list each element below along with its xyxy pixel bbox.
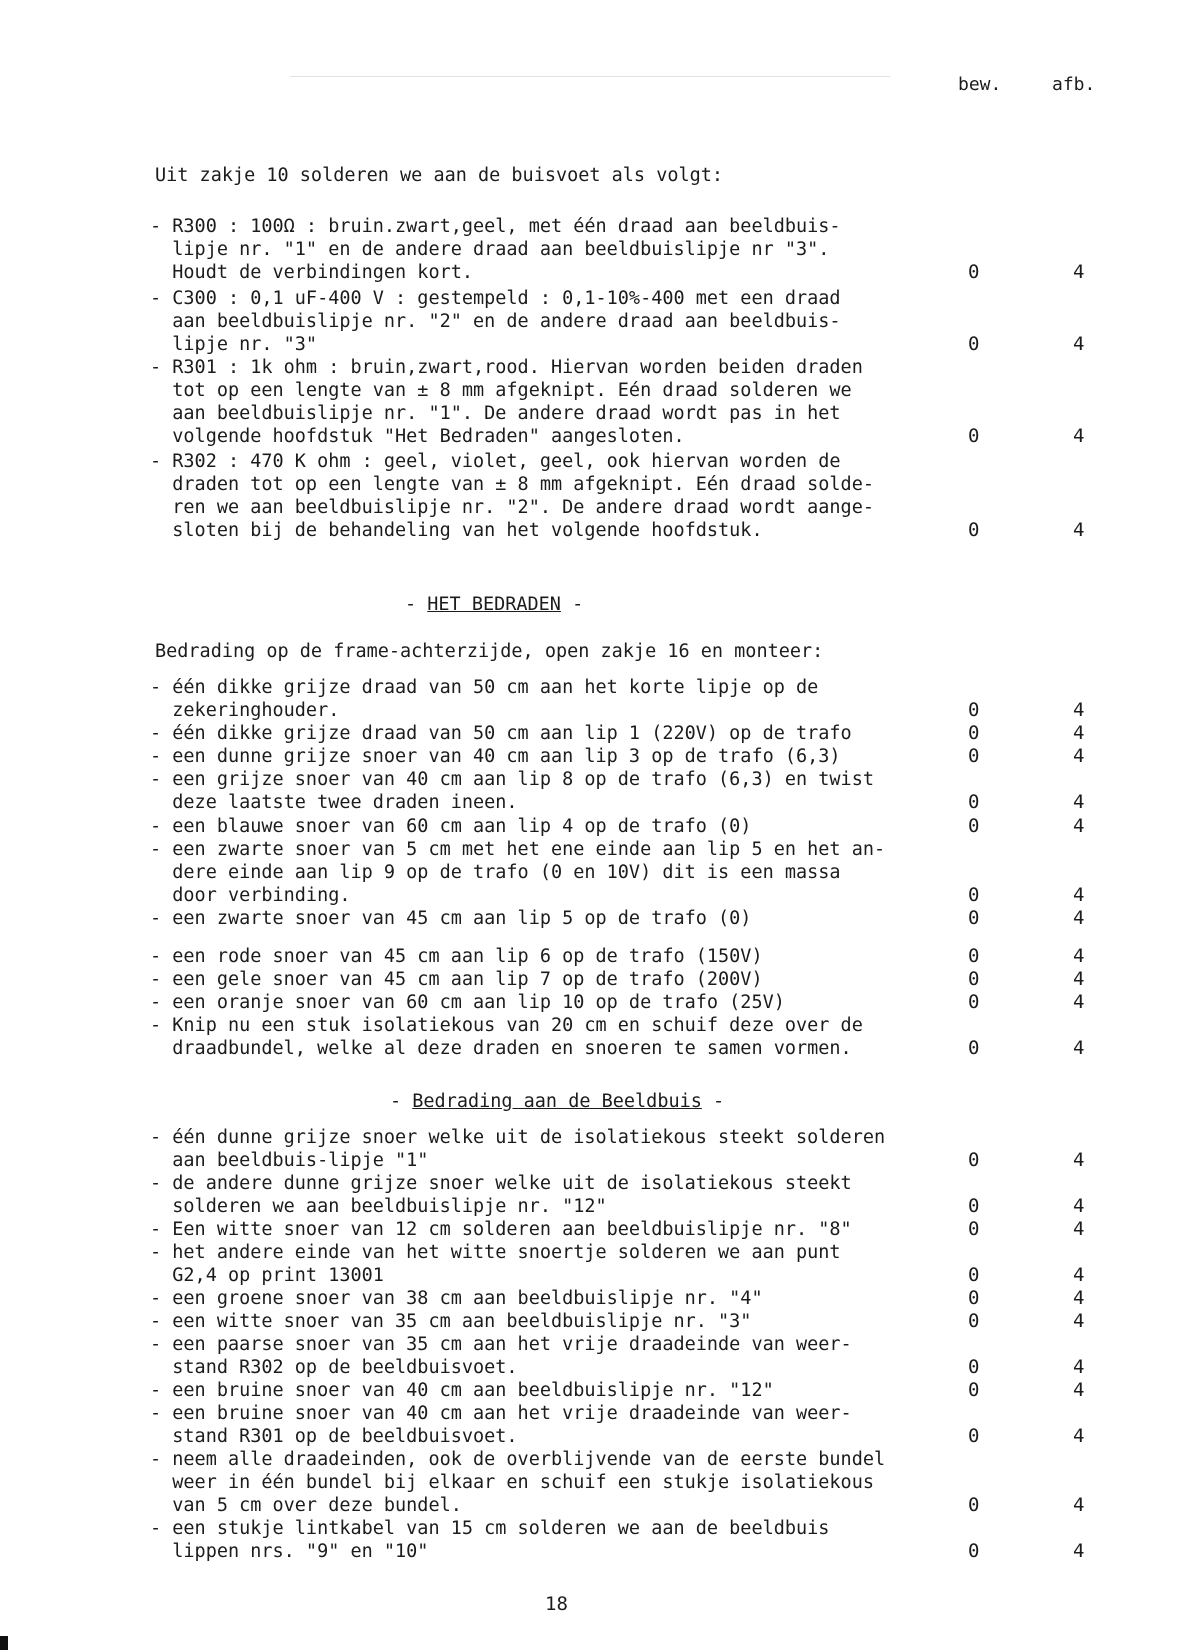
item-text-line: solderen we aan beeldbuislipje nr. "12" (150, 1196, 607, 1217)
bew-value: 0 (968, 1037, 980, 1059)
item-text-line: - neem alle draadeinden, ook de overblijvende van de eerste bundel (150, 1449, 886, 1470)
item-text-line: - één dunne grijze snoer welke uit de isolatiekous steekt solderen (150, 1127, 886, 1148)
bew-value: 0 (968, 1379, 980, 1401)
item-text-line: - een zwarte snoer van 5 cm met het ene einde aan lip 5 en het an- (150, 839, 886, 860)
item-text-line: - een bruine snoer van 40 cm aan beeldbuislipje nr. "12" (150, 1380, 774, 1401)
afb-value: 4 (1073, 722, 1085, 744)
afb-value: 4 (1073, 1379, 1085, 1401)
bew-value: 0 (968, 333, 980, 355)
section2-intro: Bedrading op de frame-achterzijde, open zakje 16 en monteer: (155, 641, 824, 662)
bew-value: 0 (968, 884, 980, 906)
item-text-line: - een blauwe snoer van 60 cm aan lip 4 op de trafo (0) (150, 816, 752, 837)
item-text-line: - een oranje snoer van 60 cm aan lip 10 op de trafo (25V) (150, 992, 785, 1013)
bew-value: 0 (968, 1195, 980, 1217)
afb-value: 4 (1073, 333, 1085, 355)
afb-value: 4 (1073, 815, 1085, 837)
item-text-line: - Een witte snoer van 12 cm solderen aan beeldbuislipje nr. "8" (150, 1219, 852, 1240)
item-text-line: - een paarse snoer van 35 cm aan het vrije draadeinde van weer- (150, 1334, 852, 1355)
item-text-line: - een grijze snoer van 40 cm aan lip 8 op de trafo (6,3) en twist (150, 769, 874, 790)
item-text-line: lippen nrs. "9" en "10" (150, 1541, 429, 1562)
bew-value: 0 (968, 1264, 980, 1286)
item-text-line: - een stukje lintkabel van 15 cm solderen we aan de beeldbuis (150, 1518, 830, 1539)
bew-value: 0 (968, 261, 980, 283)
item-text-line: van 5 cm over deze bundel. (150, 1495, 462, 1516)
bew-value: 0 (968, 699, 980, 721)
afb-value: 4 (1073, 1540, 1085, 1562)
item-text-line: tot op een lengte van ± 8 mm afgeknipt. Eén draad solderen we (150, 380, 852, 401)
item-text-line: volgende hoofdstuk "Het Bedraden" aangesloten. (150, 426, 685, 447)
bew-value: 0 (968, 991, 980, 1013)
item-text-line: - een bruine snoer van 40 cm aan het vrije draadeinde van weer- (150, 1403, 852, 1424)
heading-title: HET BEDRADEN (427, 594, 561, 615)
item-text-line: - een rode snoer van 45 cm aan lip 6 op de trafo (150V) (150, 946, 763, 967)
item-text-line: - R302 : 470 K ohm : geel, violet, geel, ook hiervan worden de (150, 451, 841, 472)
item-text-line: - een dunne grijze snoer van 40 cm aan lip 3 op de trafo (6,3) (150, 746, 841, 767)
item-text-line: sloten bij de behandeling van het volgende hoofdstuk. (150, 520, 763, 541)
bew-value: 0 (968, 722, 980, 744)
item-text-line: - één dikke grijze draad van 50 cm aan het korte lipje op de (150, 677, 819, 698)
item-text-line: draadbundel, welke al deze draden en snoeren te samen vormen. (150, 1038, 852, 1059)
item-text-line: - Knip nu een stuk isolatiekous van 20 cm en schuif deze over de (150, 1015, 863, 1036)
item-text-line: - de andere dunne grijze snoer welke uit de isolatiekous steekt (150, 1173, 852, 1194)
item-text-line: - een zwarte snoer van 45 cm aan lip 5 op de trafo (0) (150, 908, 752, 929)
afb-value: 4 (1073, 1310, 1085, 1332)
item-text-line: aan beeldbuislipje nr. "2" en de andere draad aan beeldbuis- (150, 311, 841, 332)
heading-prefix: - (405, 594, 428, 615)
afb-value: 4 (1073, 991, 1085, 1013)
afb-value: 4 (1073, 1195, 1085, 1217)
item-text-line: - een groene snoer van 38 cm aan beeldbuislipje nr. "4" (150, 1288, 763, 1309)
bew-value: 0 (968, 1310, 980, 1332)
bew-value: 0 (968, 1218, 980, 1240)
bew-value: 0 (968, 1149, 980, 1171)
bew-value: 0 (968, 745, 980, 767)
afb-value: 4 (1073, 1287, 1085, 1309)
bew-value: 0 (968, 791, 980, 813)
item-text-line: draden tot op een lengte van ± 8 mm afgeknipt. Eén draad solde- (150, 474, 874, 495)
afb-value: 4 (1073, 425, 1085, 447)
scan-edge-mark (0, 1636, 8, 1650)
afb-value: 4 (1073, 1149, 1085, 1171)
heading-prefix: - (390, 1091, 413, 1112)
afb-value: 4 (1073, 968, 1085, 990)
afb-value: 4 (1073, 945, 1085, 967)
heading-bedrading-beeldbuis (390, 1090, 724, 1113)
heading-het-bedraden (405, 593, 583, 616)
column-header-afb: afb. (1052, 74, 1096, 95)
bew-value: 0 (968, 1540, 980, 1562)
bew-value: 0 (968, 815, 980, 837)
header-rule (290, 76, 890, 77)
item-text-line: - R301 : 1k ohm : bruin,zwart,rood. Hiervan worden beiden draden (150, 357, 863, 378)
afb-value: 4 (1073, 907, 1085, 929)
afb-value: 4 (1073, 1425, 1085, 1447)
item-text-line: aan beeldbuis-lipje "1" (150, 1150, 429, 1171)
page-number: 18 (545, 1593, 568, 1615)
afb-value: 4 (1073, 791, 1085, 813)
afb-value: 4 (1073, 884, 1085, 906)
afb-value: 4 (1073, 1494, 1085, 1516)
heading-suffix: - (701, 1091, 725, 1112)
item-text-line: ren we aan beeldbuislipje nr. "2". De andere draad wordt aange- (150, 497, 874, 518)
bew-value: 0 (968, 1494, 980, 1516)
bew-value: 0 (968, 1425, 980, 1447)
item-text-line: - een gele snoer van 45 cm aan lip 7 op de trafo (200V) (150, 969, 763, 990)
bew-value: 0 (968, 519, 980, 541)
heading-suffix: - (560, 594, 584, 615)
afb-value: 4 (1073, 1356, 1085, 1378)
bew-value: 0 (968, 968, 980, 990)
afb-value: 4 (1073, 1037, 1085, 1059)
bew-value: 0 (968, 945, 980, 967)
item-text-line: - één dikke grijze draad van 50 cm aan lip 1 (220V) op de trafo (150, 723, 852, 744)
heading-title: Bedrading aan de Beeldbuis (412, 1091, 702, 1112)
bew-value: 0 (968, 907, 980, 929)
intro-text: Uit zakje 10 solderen we aan de buisvoet als volgt: (155, 165, 724, 186)
afb-value: 4 (1073, 519, 1085, 541)
afb-value: 4 (1073, 261, 1085, 283)
item-text-line: stand R301 op de beeldbuisvoet. (150, 1426, 518, 1447)
item-text-line: aan beeldbuislipje nr. "1". De andere draad wordt pas in het (150, 403, 841, 424)
item-text-line: - een witte snoer van 35 cm aan beeldbuislipje nr. "3" (150, 1311, 752, 1332)
afb-value: 4 (1073, 1264, 1085, 1286)
afb-value: 4 (1073, 1218, 1085, 1240)
item-text-line: Houdt de verbindingen kort. (150, 262, 474, 283)
bew-value: 0 (968, 1356, 980, 1378)
item-text-line: lipje nr. "3" (150, 334, 318, 355)
item-text-line: - het andere einde van het witte snoertje solderen we aan punt (150, 1242, 841, 1263)
item-text-line: door verbinding. (150, 885, 351, 906)
item-text-line: dere einde aan lip 9 op de trafo (0 en 10V) dit is een massa (150, 862, 841, 883)
item-text-line: stand R302 op de beeldbuisvoet. (150, 1357, 518, 1378)
column-header-bew: bew. (958, 74, 1002, 95)
item-text-line: lipje nr. "1" en de andere draad aan beeldbuislipje nr "3". (150, 239, 830, 260)
item-text-line: zekeringhouder. (150, 700, 340, 721)
item-text-line: - R300 : 100Ω : bruin.zwart,geel, met één draad aan beeldbuis- (150, 216, 841, 237)
item-text-line: deze laatste twee draden ineen. (150, 792, 518, 813)
bew-value: 0 (968, 425, 980, 447)
afb-value: 4 (1073, 745, 1085, 767)
afb-value: 4 (1073, 699, 1085, 721)
bew-value: 0 (968, 1287, 980, 1309)
item-text-line: G2,4 op print 13001 (150, 1265, 384, 1286)
item-text-line: - C300 : 0,1 uF-400 V : gestempeld : 0,1-10%-400 met een draad (150, 288, 841, 309)
item-text-line: weer in één bundel bij elkaar en schuif een stukje isolatiekous (150, 1472, 874, 1493)
